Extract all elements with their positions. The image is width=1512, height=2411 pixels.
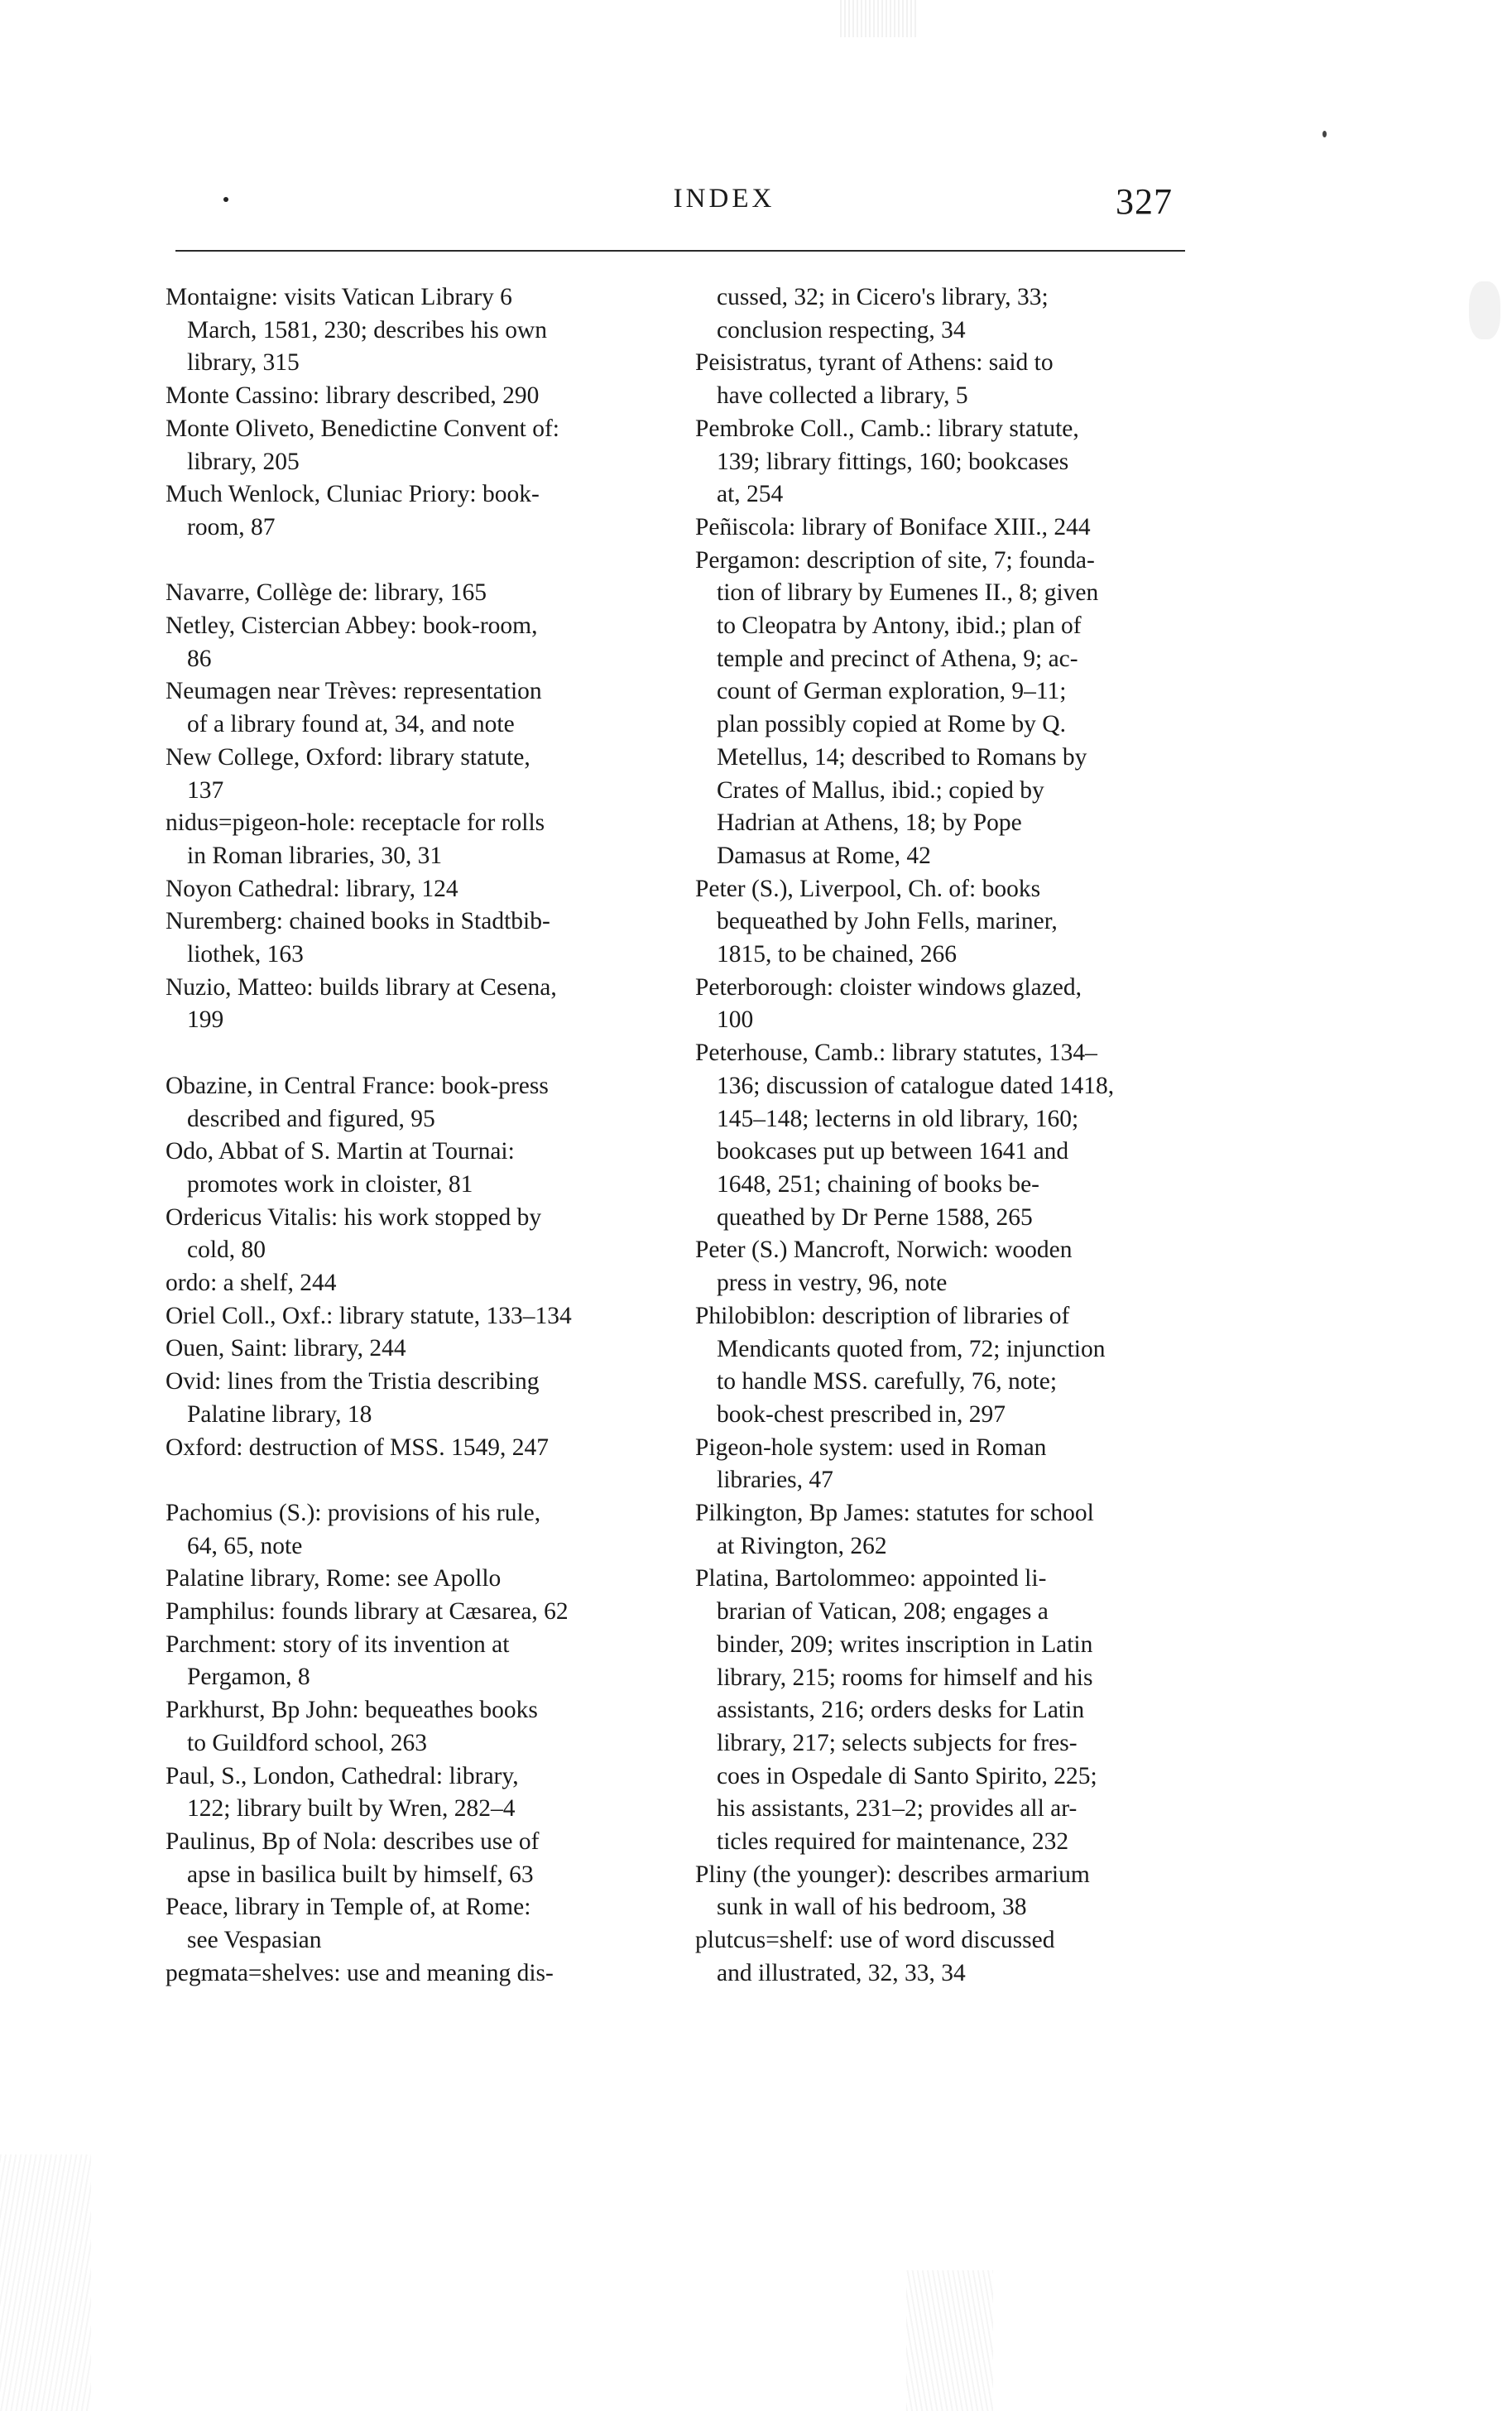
index-entry-line: Pergamon: description of site, 7; founda- [695,546,1095,574]
index-entry-line: Peterhouse, Camb.: library statutes, 134– [695,1040,1097,1067]
index-entry-line: Pergamon, 8 [187,1664,310,1691]
index-entry-line: March, 1581, 230; describes his own [187,316,548,343]
index-entry [166,1366,655,1431]
index-entry-line: 64, 65, note [187,1532,303,1559]
index-entry-line: Ordericus Vitalis: his work stopped by [166,1203,542,1231]
index-entry-line: Monte Oliveto, Benedictine Convent of: [166,415,560,442]
index-entry-line: press in vestry, 96, note [717,1270,948,1297]
index-entry-line: and illustrated, 32, 33, 34 [717,1959,966,1986]
index-entry [166,413,655,478]
index-entry [166,380,655,413]
index-entry [166,577,655,610]
index-column-right [695,281,1185,1991]
index-entry-line: Ovid: lines from the Tristia describing [166,1368,540,1395]
index-entry-line: Paulinus, Bp of Nola: describes use of [166,1828,540,1855]
index-entry-line: at Rivington, 262 [717,1532,887,1559]
index-entry-line: Peter (S.) Mancroft, Norwich: wooden [695,1237,1073,1264]
running-title: INDEX [673,184,775,214]
index-entry-line: nidus=pigeon-hole: receptacle for rolls [166,809,545,837]
index-entry-line: 1815, to be chained, 266 [717,941,958,968]
index-entry [166,905,655,971]
index-entry-line: Oriel Coll., Oxf.: library statute, 133–134 [166,1302,572,1329]
index-entry [695,347,1185,412]
index-entry-line: room, 87 [187,513,276,540]
index-entry-line: Pamphilus: founds library at Cæsarea, 62 [166,1598,569,1626]
page-number: 327 [1116,181,1173,222]
index-entry-line: Navarre, Collège de: library, 165 [166,579,487,607]
index-entry [695,511,1185,545]
index-entry [695,1924,1185,1990]
index-entry-line: Pliny (the younger): describes armarium [695,1861,1090,1888]
index-entry-line: plutcus=shelf: use of word discussed [695,1927,1055,1954]
index-entry-line: Peter (S.), Liverpool, Ch. of: books [695,875,1041,902]
index-column-left [166,281,655,1991]
index-entry-line: New College, Oxford: library statute, [166,743,530,771]
index-entry-line: 1648, 251; chaining of books be- [717,1170,1039,1198]
index-entry-line: pegmata=shelves: use and meaning dis- [166,1959,554,1986]
index-entry [166,972,655,1037]
index-entry-line: Metellus, 14; described to Romans by [717,743,1087,771]
index-entry-line: Ouen, Saint: library, 244 [166,1335,406,1362]
index-entry [166,675,655,741]
letter-group-gap [166,1037,655,1070]
index-entry [695,1563,1185,1858]
index-entry-line: ordo: a shelf, 244 [166,1270,337,1297]
index-entry-line: Obazine, in Central France: book-press [166,1072,549,1099]
index-entry-line: Oxford: destruction of MSS. 1549, 247 [166,1434,549,1461]
index-entry-line: plan possibly copied at Rome by Q. [717,711,1066,738]
index-entry-line: library, 315 [187,349,300,377]
index-entry-line: Paul, S., London, Cathedral: library, [166,1762,519,1789]
index-entry [166,873,655,906]
index-entry-line: Peisistratus, tyrant of Athens: said to [695,349,1054,377]
index-entry [166,742,655,807]
index-entry [166,478,655,544]
index-entry [695,1300,1185,1432]
index-entry-line: coes in Ospedale di Santo Spirito, 225; [717,1762,1097,1789]
index-entry-line: sunk in wall of his bedroom, 38 [717,1894,1027,1921]
index-entry-line: 86 [187,645,212,672]
index-entry-line: cussed, 32; in Cicero's library, 33; [717,284,1049,310]
index-entry [166,1497,655,1563]
index-entry [166,1826,655,1891]
scan-artifact [0,2154,91,2411]
index-entry-line: 136; discussion of catalogue dated 1418, [717,1072,1115,1099]
index-entry-line: Damasus at Rome, 42 [717,842,931,869]
ink-speck [1322,131,1327,137]
index-entry-line: Nuremberg: chained books in Stadtbib- [166,908,550,935]
scan-artifact [840,0,919,37]
index-entry [695,1497,1185,1563]
index-entry-line: to Cleopatra by Antony, ibid.; plan of [717,612,1082,640]
index-entry [166,281,655,380]
index-entry [695,972,1185,1037]
letter-group-gap [166,1464,655,1497]
index-entry-line: promotes work in cloister, 81 [187,1170,473,1198]
index-entry [166,1694,655,1760]
index-entry-line: Montaigne: visits Vatican Library 6 [166,284,512,310]
index-entry [695,1859,1185,1924]
index-entry-line: Crates of Mallus, ibid.; copied by [717,776,1044,804]
index-entry-line: Pilkington, Bp James: statutes for school [695,1500,1094,1527]
index-entry [695,1432,1185,1497]
index-entry-line: Pigeon-hole system: used in Roman [695,1434,1047,1461]
index-entry-line: to handle MSS. carefully, 76, note; [717,1368,1058,1395]
index-entry-line: Odo, Abbat of S. Martin at Tournai: [166,1138,515,1165]
index-entry [166,1760,655,1826]
index-entry-line: Philobiblon: description of libraries of [695,1302,1070,1329]
index-entry-line: 199 [187,1006,224,1034]
index-entry-line: Palatine library, 18 [187,1400,372,1428]
index-entry-line: at, 254 [717,481,784,508]
index-entry-line: temple and precinct of Athena, 9; ac- [717,645,1078,672]
index-entry-line: Palatine library, Rome: see Apollo [166,1565,502,1592]
scan-artifact [1469,281,1500,339]
index-entry-line: see Vespasian [187,1927,322,1954]
index-entry [166,807,655,872]
index-entry-line: tion of library by Eumenes II., 8; given [717,579,1099,607]
index-entry-line: bookcases put up between 1641 and [717,1138,1069,1165]
index-entry-line: libraries, 47 [717,1467,833,1494]
index-entry-line: conclusion respecting, 34 [717,316,966,343]
index-entry-line: library, 215; rooms for himself and his [717,1664,1093,1691]
index-entry-line: 100 [717,1006,754,1034]
letter-group-gap [166,545,655,578]
index-entry-line: 145–148; lecterns in old library, 160; [717,1105,1079,1132]
index-entry-line: to Guildford school, 263 [187,1729,428,1756]
index-entry-line: of a library found at, 34, and note [187,711,515,738]
index-entry [166,1891,655,1957]
index-entry-line: Hadrian at Athens, 18; by Pope [717,809,1022,837]
index-entry-line: cold, 80 [187,1237,266,1264]
index-entry-line: Nuzio, Matteo: builds library at Cesena, [166,973,557,1001]
index-entry-line: 137 [187,776,224,804]
index-entry [695,1037,1185,1234]
scan-artifact [906,2270,993,2411]
index-entry-line: bequeathed by John Fells, mariner, [717,908,1058,935]
index-entry-line: Platina, Bartolommeo: appointed li- [695,1565,1047,1592]
index-entry [166,1202,655,1267]
index-entry-line: Parchment: story of its invention at [166,1631,510,1658]
index-entry-line: Netley, Cistercian Abbey: book-room, [166,612,538,640]
index-entry-line: Parkhurst, Bp John: bequeathes books [166,1697,538,1724]
index-entry-line: apse in basilica built by himself, 63 [187,1861,534,1888]
index-entry [695,281,1185,347]
index-entry [695,1234,1185,1299]
index-entry-line: count of German exploration, 9–11; [717,678,1067,705]
index-entry-line: Pachomius (S.): provisions of his rule, [166,1499,541,1526]
index-entry [166,1596,655,1629]
index-entry-line: his assistants, 231–2; provides all ar- [717,1795,1078,1823]
index-entry-line: library, 217; selects subjects for fres- [717,1729,1078,1756]
index-entry [695,545,1185,873]
index-entry-line: liothek, 163 [187,941,304,968]
index-entry-line: ticles required for maintenance, 232 [717,1828,1069,1856]
index-entry-line: Monte Cassino: library described, 290 [166,382,540,410]
index-entry-line: 122; library built by Wren, 282–4 [187,1795,516,1823]
index-entry-line: assistants, 216; orders desks for Latin [717,1697,1085,1724]
index-entry-line: 139; library fittings, 160; bookcases [717,448,1069,475]
index-entry-line: brarian of Vatican, 208; engages a [717,1598,1049,1626]
index-entry-line: Pembroke Coll., Camb.: library statute, [695,415,1079,442]
index-entry [166,1957,655,1991]
index-entry [166,610,655,675]
index-entry [166,1432,655,1465]
index-entry-line: Mendicants quoted from, 72; injunction [717,1335,1106,1362]
index-entry [695,873,1185,972]
index-entry-line: Peace, library in Temple of, at Rome: [166,1894,531,1921]
index-entry-line: in Roman libraries, 30, 31 [187,842,443,869]
index-entry-line: queathed by Dr Perne 1588, 265 [717,1203,1033,1231]
index-entry [166,1300,655,1333]
index-entry [166,1070,655,1136]
bullet-mark [223,197,228,202]
index-entry-line: Much Wenlock, Cluniac Priory: book- [166,481,540,508]
index-entry-line: Peterborough: cloister windows glazed, [695,973,1082,1001]
index-entry [166,1563,655,1596]
index-entry-line: Peñiscola: library of Boniface XIII., 244 [695,513,1091,540]
index-entry-line: Noyon Cathedral: library, 124 [166,875,458,902]
index-entry [166,1267,655,1300]
index-entry-line: described and figured, 95 [187,1105,435,1132]
index-entry [166,1136,655,1201]
header-rule [175,250,1185,252]
index-entry-line: library, 205 [187,448,300,475]
index-entry-line: binder, 209; writes inscription in Latin [717,1631,1093,1658]
index-entry [166,1629,655,1694]
index-entry-line: Neumagen near Trèves: representation [166,678,542,705]
index-entry [695,413,1185,511]
index-entry-line: have collected a library, 5 [717,382,968,410]
index-entry-line: book-chest prescribed in, 297 [717,1400,1006,1428]
index-entry [166,1333,655,1366]
